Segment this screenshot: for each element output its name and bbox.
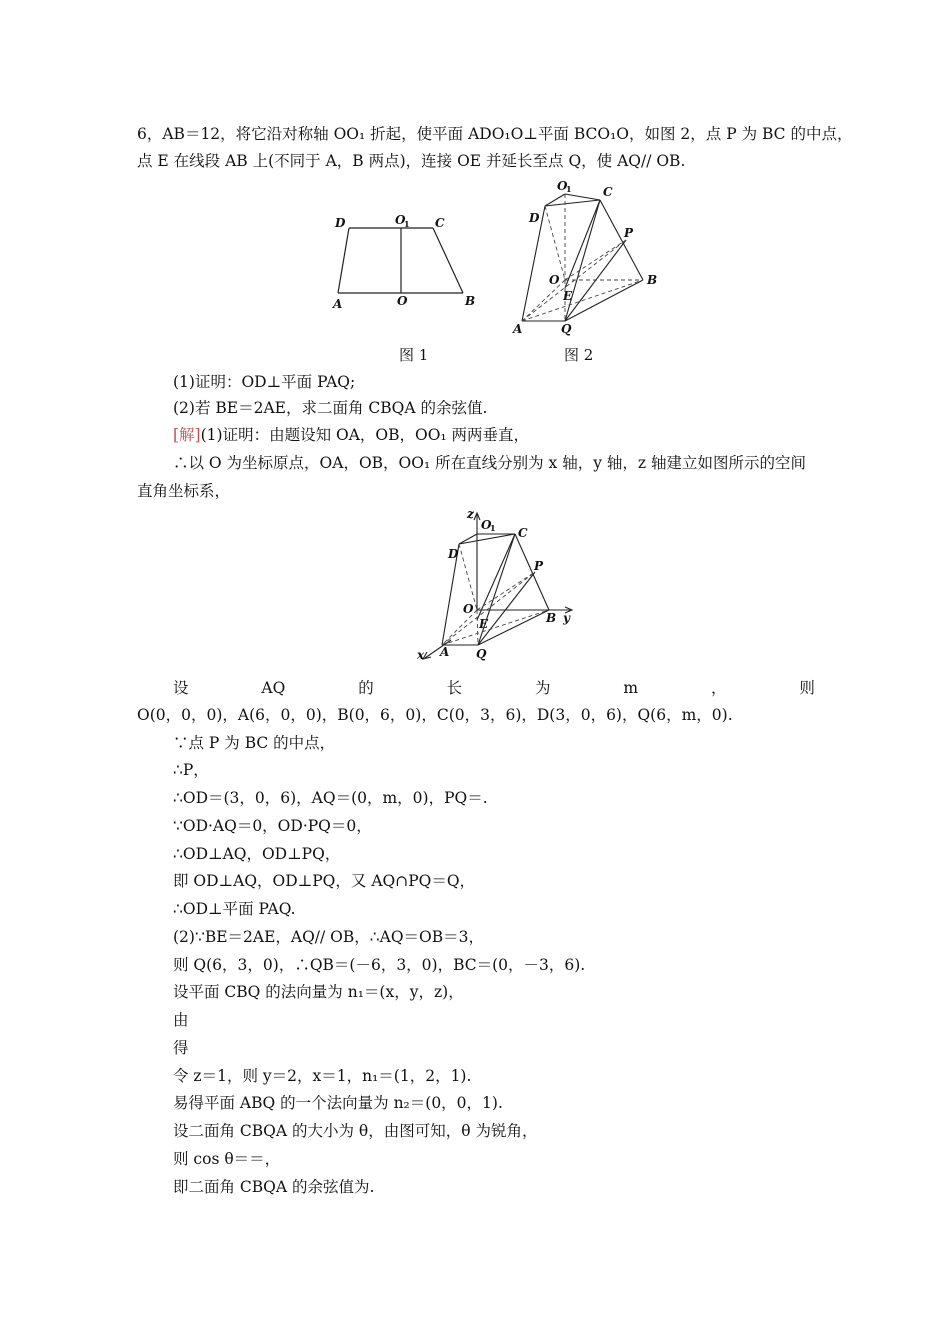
body-line-13: 令 z＝1，则 y＝2，x＝1，n₁＝(1，2，1).: [173, 1067, 472, 1085]
fig3-label-A: A: [440, 645, 450, 659]
fig3-label-E: E: [479, 617, 489, 631]
fig2-label-P: P: [624, 226, 634, 240]
fig2-label-E: E: [563, 289, 573, 303]
fig1-label-B: B: [465, 294, 476, 308]
fig3-label-z: z: [467, 507, 474, 521]
body-line-17: 即二面角 CBQA 的余弦值为.: [173, 1178, 375, 1196]
body-line-12: 得: [173, 1039, 189, 1057]
body-line-2: ∴P，: [173, 761, 209, 779]
body-line-1: ∵点 P 为 BC 的中点，: [173, 734, 336, 752]
solution-line-1: [解](1)证明：由题设知 OA，OB，OO₁ 两两垂直，: [173, 426, 530, 444]
question-2: (2)若 BE＝2AE，求二面角 CBQA 的余弦值.: [173, 399, 488, 417]
body-line-14: 易得平面 ABQ 的一个法向量为 n₂＝(0，0，1).: [173, 1094, 503, 1112]
fig2-label-O1: O: [557, 179, 568, 193]
fig2-label-A: A: [513, 322, 523, 336]
body-line-10: 设平面 CBQ 的法向量为 n₁＝(x，y，z)，: [173, 983, 464, 1001]
figure-1-trapezoid: [325, 205, 485, 315]
body-coords: O(0，0，0)，A(6，0，0)，B(0，6，0)，C(0，3，6)，D(3，0，6)，Q(6，m，0).: [137, 706, 733, 724]
figure-3-coordinate-solid: [415, 508, 585, 666]
fig2-label-O: O: [549, 273, 560, 287]
body-line-spread: 设 AQ 的 长 为 m ， 则: [173, 679, 815, 697]
body-line-4: ∵OD·AQ＝0，OD·PQ＝0，: [173, 817, 372, 835]
fig3-label-O: O: [463, 602, 474, 616]
body-line-6: 即 OD⊥AQ，OD⊥PQ，又 AQ∩PQ＝Q，: [173, 872, 476, 890]
body-line-11: 由: [173, 1011, 189, 1029]
fig3-label-x: x: [417, 648, 425, 662]
fig1-label-O1-sub: 1: [404, 219, 410, 229]
solution-line-2: ∴以 O 为坐标原点，OA，OB，OO₁ 所在直线分别为 x 轴，y 轴，z 轴建立如图所示的空间: [173, 454, 806, 472]
body-line-5: ∴OD⊥AQ，OD⊥PQ，: [173, 845, 341, 863]
intro-line-1: 6，AB＝12，将它沿对称轴 OO₁ 折起，使平面 ADO₁O⊥平面 BCO₁O，如图 2，点 P 为 BC 的中点，: [137, 125, 853, 143]
body-line-16: 则 cos θ＝＝，: [173, 1150, 281, 1168]
fig2-label-Q: Q: [561, 322, 572, 336]
body-line-8: (2)∵BE＝2AE，AQ// OB，∴AQ＝OB＝3，: [173, 928, 484, 946]
intro-line-2: 点 E 在线段 AB 上(不同于 A，B 两点)，连接 OE 并延长至点 Q，使 AQ// OB.: [137, 152, 686, 170]
figure-1-caption: 图 1: [399, 346, 429, 364]
body-line-3: ∴OD＝(3，0，6)，AQ＝(0，m，0)，PQ＝.: [173, 789, 488, 807]
fig3-label-O1-sub: 1: [490, 523, 496, 533]
fig1-label-A: A: [333, 297, 343, 311]
figure-2-folded-solid: [505, 178, 665, 338]
fig2-label-C: C: [603, 185, 613, 199]
body-line-9: 则 Q(6，3，0)，∴QB＝(－6，3，0)，BC＝(0，－3，6).: [173, 956, 586, 974]
fig2-label-O1-sub: 1: [566, 184, 572, 194]
fig3-label-Q: Q: [476, 647, 487, 661]
fig3-label-B: B: [546, 611, 557, 625]
fig1-label-D: D: [335, 216, 346, 230]
fig2-label-D: D: [529, 211, 540, 225]
body-line-15: 设二面角 CBQA 的大小为 θ，由图可知，θ 为锐角，: [173, 1122, 538, 1140]
fig3-label-C: C: [518, 526, 528, 540]
fig1-label-O1: O: [395, 213, 406, 227]
fig3-label-O1: O: [481, 518, 492, 532]
body-line-7: ∴OD⊥平面 PAQ.: [173, 900, 296, 918]
figure-2-caption: 图 2: [564, 346, 594, 364]
solution-line-3: 直角坐标系，: [137, 482, 231, 500]
fig1-label-O: O: [397, 294, 408, 308]
fig3-label-D: D: [448, 547, 459, 561]
fig1-label-C: C: [435, 216, 445, 230]
question-1: (1)证明：OD⊥平面 PAQ;: [173, 373, 356, 391]
fig2-label-B: B: [647, 273, 658, 287]
solution-label: [解]: [173, 426, 201, 444]
fig3-label-P: P: [534, 559, 544, 573]
fig3-label-y: y: [563, 611, 570, 625]
